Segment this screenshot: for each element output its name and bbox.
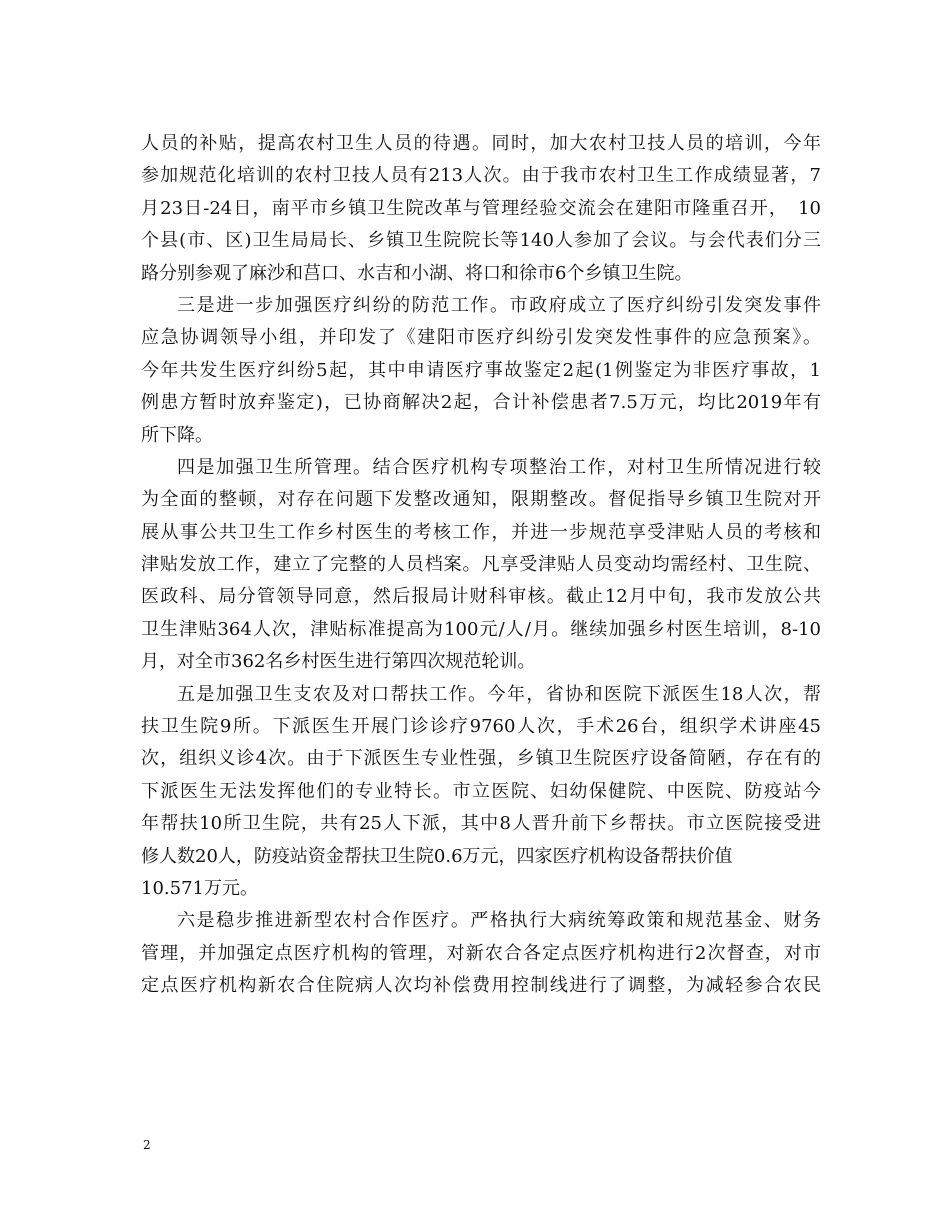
text-line: 定点医疗机构新农合住院病人次均补偿费用控制线进行了调整，为减轻参合农民 xyxy=(141,975,821,997)
text-line: 修人数20人，防疫站资金帮扶卫生院0.6万元，四家医疗机构设备帮扶价值 xyxy=(141,845,733,867)
text-line: 年帮扶10所卫生院，共有25人下派，其中8人晋升前下乡帮扶。市立医院接受进 xyxy=(141,813,821,835)
text-line: 月23日-24日，南平市乡镇卫生院改革与管理经验交流会在建阳市隆重召开， 10 xyxy=(141,197,821,219)
text-line: 所下降。 xyxy=(141,424,213,446)
text-line: 路分别参观了麻沙和莒口、水吉和小湖、将口和徐市6个乡镇卫生院。 xyxy=(141,262,693,284)
text-line: 人员的补贴，提高农村卫生人员的待遇。同时，加大农村卫技人员的培训，今年 xyxy=(141,133,821,154)
paragraph-start-line: 三是进一步加强医疗纠纷的防范工作。市政府成立了医疗纠纷引发突发事件 xyxy=(177,294,821,316)
text-line: 应急协调领导小组，并印发了《建阳市医疗纠纷引发突发性事件的应急预案》。 xyxy=(141,327,821,349)
text-line: 下派医生无法发挥他们的专业特长。市立医院、妇幼保健院、中医院、防疫站今 xyxy=(141,780,821,802)
paragraph-start-line: 四是加强卫生所管理。结合医疗机构专项整治工作，对村卫生所情况进行较 xyxy=(177,456,821,478)
text-line: 今年共发生医疗纠纷5起，其中申请医疗事故鉴定2起(1例鉴定为非医疗事故，1 xyxy=(141,359,821,381)
text-line: 医政科、局分管领导同意，然后报局计财科审核。截止12月中旬，我市发放公共 xyxy=(141,586,821,608)
text-line: 参加规范化培训的农村卫技人员有213人次。由于我市农村卫生工作成绩显著，7 xyxy=(141,165,821,187)
text-line: 个县(市、区)卫生局局长、乡镇卫生院院长等140人参加了会议。与会代表们分三 xyxy=(141,230,821,252)
text-line: 津贴发放工作，建立了完整的人员档案。凡享受津贴人员变动均需经村、卫生院、 xyxy=(141,554,821,576)
text-line: 管理，并加强定点医疗机构的管理，对新农合各定点医疗机构进行2次督查，对市 xyxy=(141,942,821,964)
page-number: 2 xyxy=(143,1138,151,1152)
text-line: 次，组织义诊4次。由于下派医生专业性强，乡镇卫生院医疗设备简陋，存在有的 xyxy=(141,748,821,770)
text-line: 为全面的整顿，对存在问题下发整改通知，限期整改。督促指导乡镇卫生院对开 xyxy=(141,489,821,511)
text-line: 扶卫生院9所。下派医生开展门诊诊疗9760人次，手术26台，组织学术讲座45 xyxy=(141,716,821,738)
text-line: 月，对全市362名乡村医生进行第四次规范轮训。 xyxy=(141,651,536,673)
text-line: 10.571万元。 xyxy=(141,877,258,899)
text-line: 卫生津贴364人次，津贴标准提高为100元/人/月。继续加强乡村医生培训，8-10 xyxy=(141,618,821,640)
paragraph-start-line: 五是加强卫生支农及对口帮扶工作。今年，省协和医院下派医生18人次，帮 xyxy=(177,683,821,705)
paragraph-start-line: 六是稳步推进新型农村合作医疗。严格执行大病统筹政策和规范基金、财务 xyxy=(177,910,821,932)
text-line: 展从事公共卫生工作乡村医生的考核工作，并进一步规范享受津贴人员的考核和 xyxy=(141,521,821,543)
body-text xyxy=(141,128,821,1003)
text-line: 例患方暂时放弃鉴定)，已协商解决2起，合计补偿患者7.5万元，均比2019年有 xyxy=(141,392,821,414)
